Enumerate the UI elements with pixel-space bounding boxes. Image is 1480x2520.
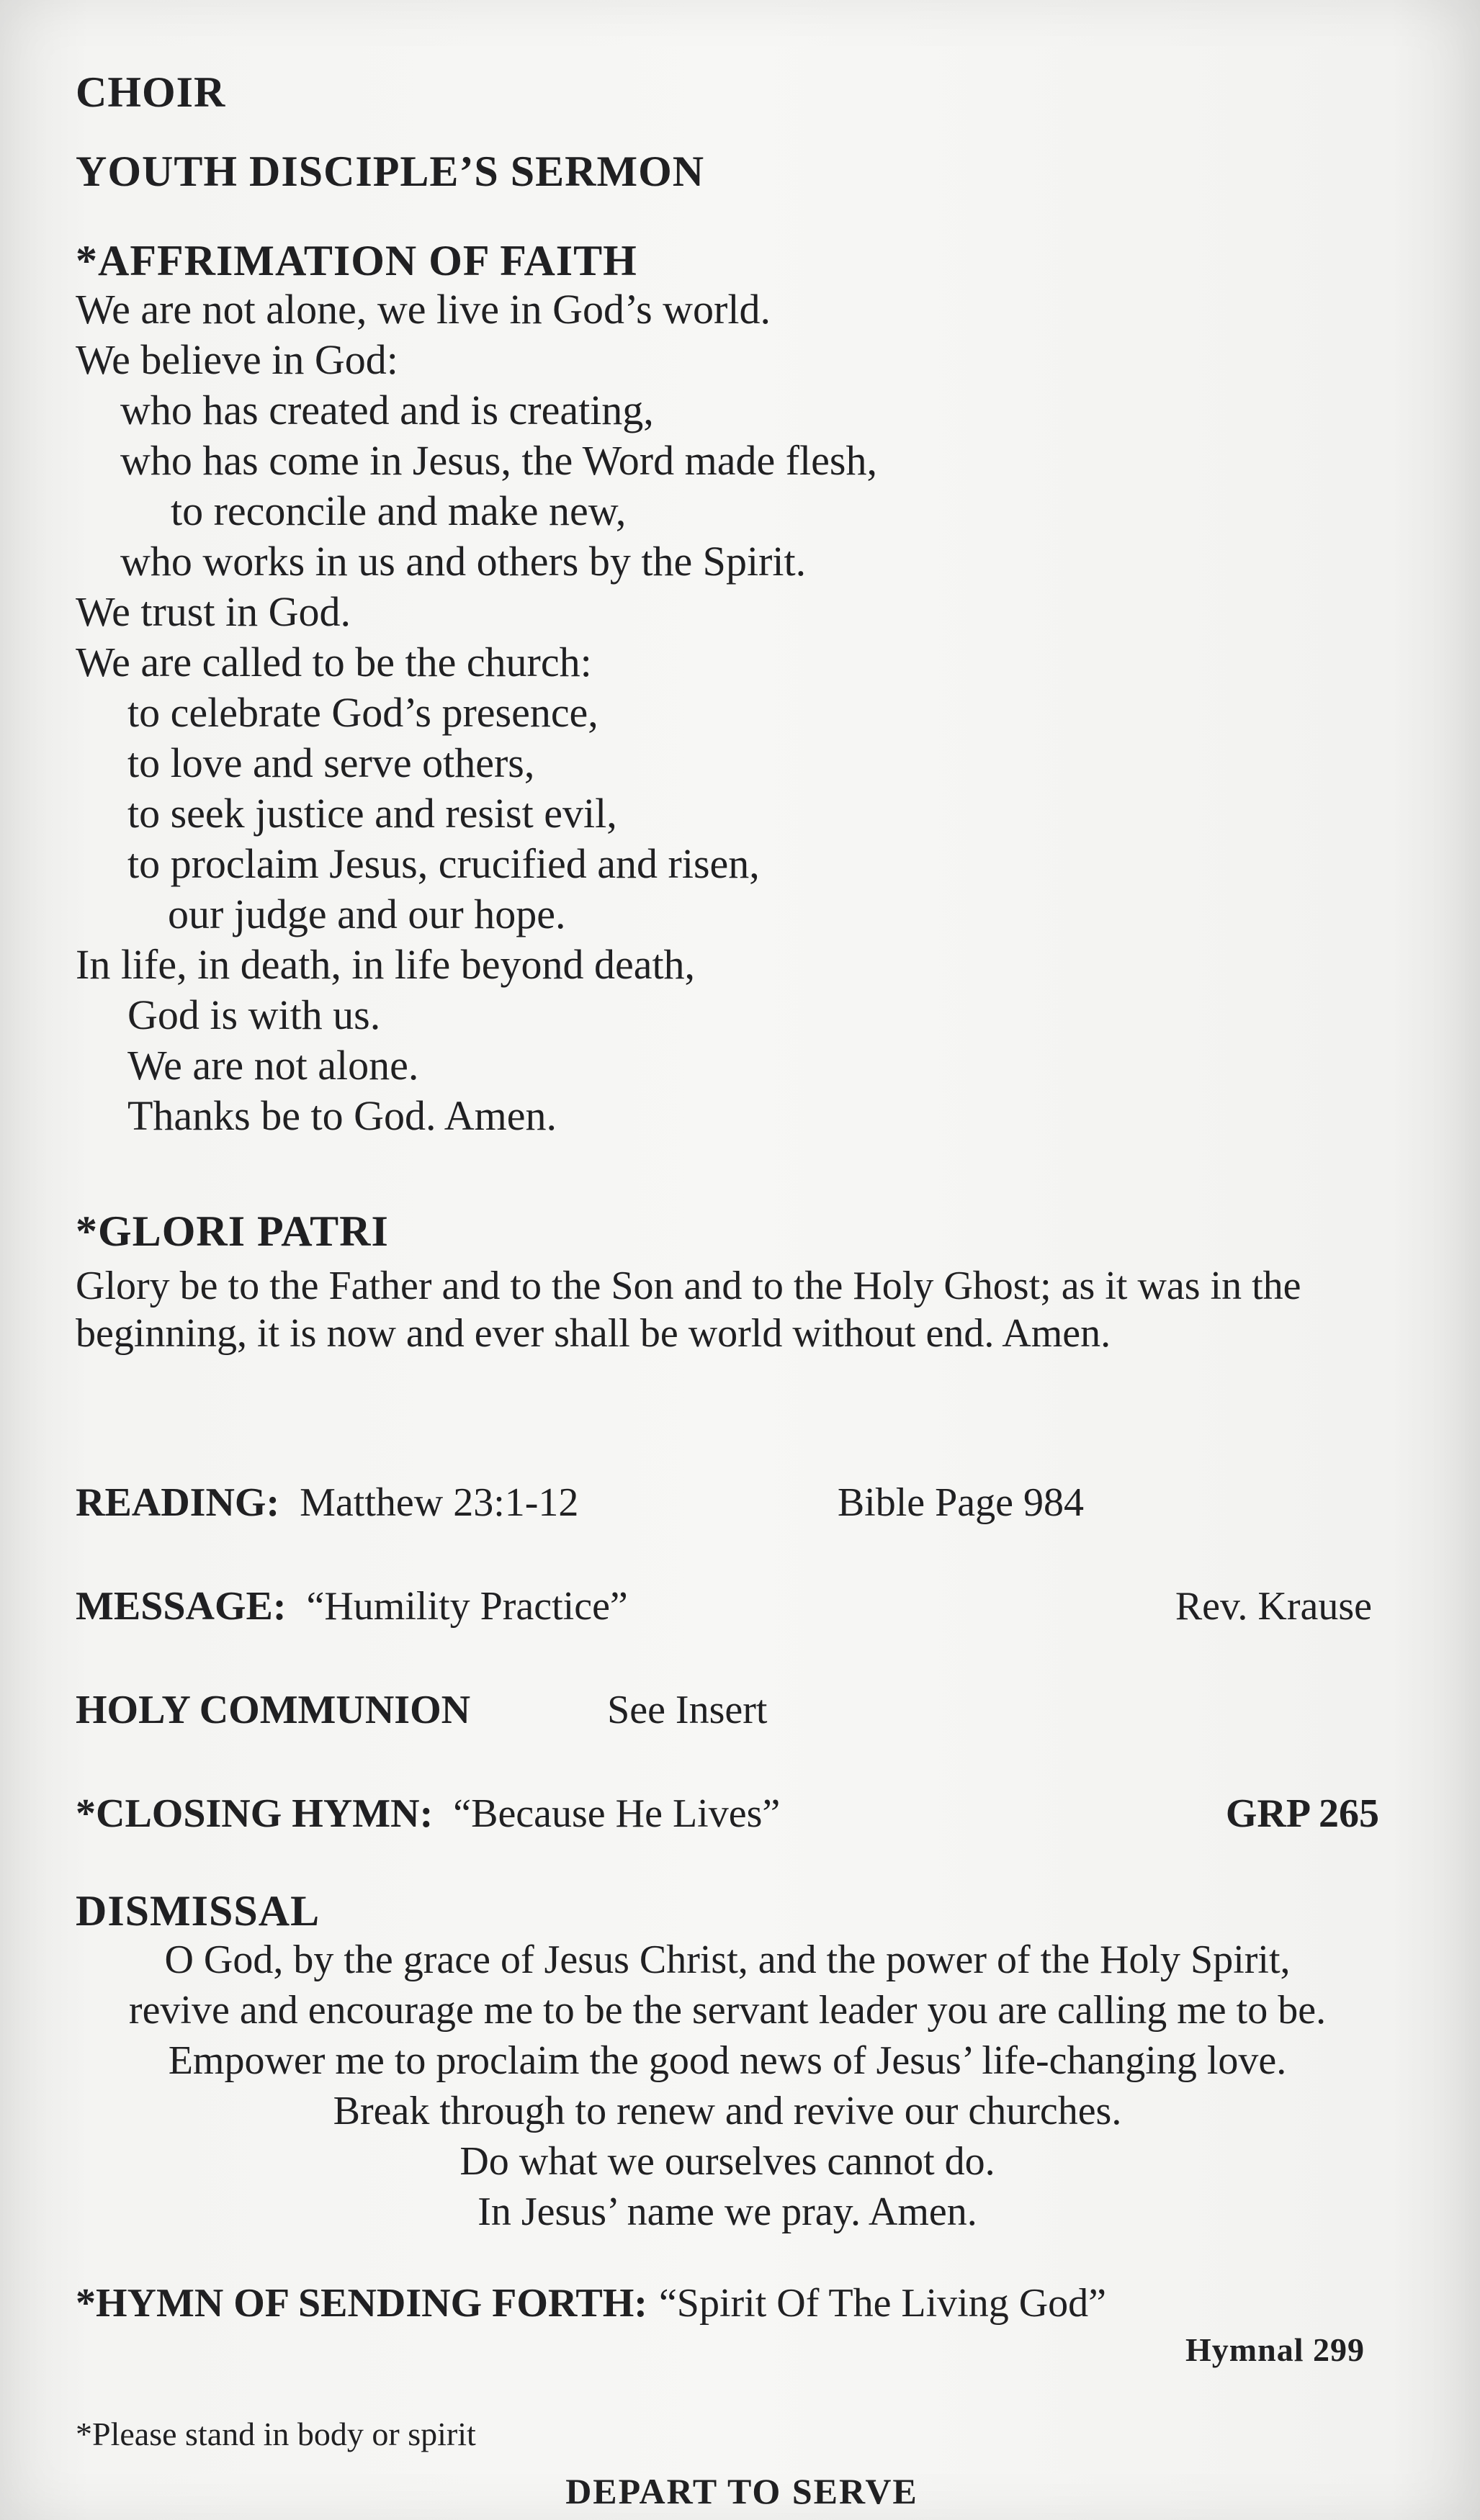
dismissal-line: In Jesus’ name we pray. Amen.	[477, 2190, 977, 2234]
sending-hymn-title: “Spirit Of The Living God”	[658, 2281, 1107, 2326]
message-value: “Humility Practice”	[306, 1584, 628, 1629]
affirmation-text	[76, 284, 1379, 1141]
closing-hymn-title: “Because He Lives”	[453, 1791, 781, 1836]
affirmation-line: who has created and is creating,	[120, 387, 654, 433]
dismissal-line: Break through to renew and revive our churches.	[333, 2089, 1122, 2133]
footnote: *Please stand in body or spirit	[76, 2416, 476, 2452]
heading-youth-sermon: YOUTH DISCIPLE’S SERMON	[76, 148, 705, 195]
affirmation-line: We trust in God.	[76, 588, 351, 635]
communion-value: See Insert	[607, 1688, 768, 1732]
affirmation-line: to proclaim Jesus, crucified and risen,	[127, 840, 760, 887]
heading-affirmation: *AFFRIMATION OF FAITH	[76, 237, 637, 284]
affirmation-line: our judge and our hope.	[168, 891, 566, 937]
heading-glori-patri: *GLORI PATRI	[76, 1207, 389, 1255]
closing-hymn-ref: GRP 265	[1225, 1791, 1379, 1836]
affirmation-line: Thanks be to God. Amen.	[127, 1092, 557, 1139]
reading-value: Matthew 23:1-12	[300, 1480, 579, 1525]
affirmation-line: God is with us.	[127, 991, 381, 1038]
affirmation-line: We are not alone, we live in God’s world.	[76, 286, 771, 333]
communion-row	[76, 1687, 1379, 1733]
communion-label: HOLY COMMUNION	[76, 1688, 471, 1732]
sending-hymn-row	[76, 2280, 1379, 2326]
heading-dismissal: DISMISSAL	[76, 1887, 320, 1935]
depart-to-serve: DEPART TO SERVE	[565, 2471, 918, 2511]
affirmation-line: who works in us and others by the Spirit.	[120, 538, 807, 585]
affirmation-line: to reconcile and make new,	[171, 487, 627, 534]
dismissal-prayer	[76, 1935, 1379, 2237]
closing-hymn-row	[76, 1791, 1379, 1837]
dismissal-line: Empower me to proclaim the good news of Jesus’ life-changing love.	[168, 2038, 1287, 2083]
message-speaker: Rev. Krause	[1175, 1584, 1372, 1629]
dismissal-line: Do what we ourselves cannot do.	[459, 2139, 995, 2184]
affirmation-line: to celebrate God’s presence,	[127, 689, 598, 736]
affirmation-line: to love and serve others,	[127, 739, 535, 786]
message-label: MESSAGE:	[76, 1584, 287, 1629]
dismissal-line: O God, by the grace of Jesus Christ, and the power of the Holy Spirit,	[164, 1938, 1291, 1982]
bulletin-content	[76, 68, 1379, 2512]
sending-hymn-label: *HYMN OF SENDING FORTH:	[76, 2281, 647, 2326]
affirmation-line: We are called to be the church:	[76, 639, 592, 685]
glori-patri-text: Glory be to the Father and to the Son and to the Holy Ghost; as it was in the beginning, it is now and ever shall be world without end. Amen.	[76, 1264, 1301, 1356]
closing-hymn-label: *CLOSING HYMN:	[76, 1791, 434, 1836]
reading-row	[76, 1480, 1379, 1526]
affirmation-line: We are not alone.	[127, 1042, 419, 1089]
heading-choir: CHOIR	[76, 68, 226, 116]
reading-page: Bible Page 984	[837, 1480, 1084, 1525]
affirmation-line: We believe in God:	[76, 336, 398, 383]
affirmation-line: to seek justice and resist evil,	[127, 790, 617, 837]
message-row	[76, 1583, 1379, 1629]
reading-label: READING:	[76, 1480, 280, 1525]
affirmation-line: who has come in Jesus, the Word made flesh,	[120, 437, 877, 484]
dismissal-line: revive and encourage me to be the servant leader you are calling me to be.	[128, 1988, 1327, 2033]
sending-hymn-ref: Hymnal 299	[1185, 2331, 1365, 2368]
affirmation-line: In life, in death, in life beyond death,	[76, 941, 696, 988]
